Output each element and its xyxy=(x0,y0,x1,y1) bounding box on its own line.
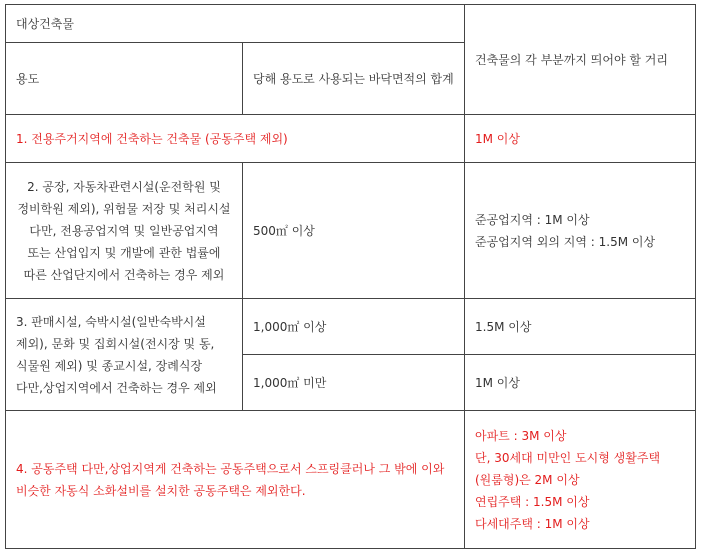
row-4-distance-line: 연립주택 : 1.5M 이상 xyxy=(475,494,590,509)
table-row xyxy=(6,163,696,299)
row-2-floor-area: 500㎡ 이상 xyxy=(243,163,465,299)
row-4-use: 4. 공동주택 다만,상업지역게 건축하는 공동주택으로서 스프링클러나 그 밖에 이와 비슷한 자동식 소화설비를 설치한 공동주택은 제외한다. xyxy=(6,411,465,549)
header-row-top xyxy=(6,5,696,43)
table-row xyxy=(6,115,696,163)
row-4-distance-line: 아파트 : 3M 이상 xyxy=(475,428,567,443)
setback-distance-table xyxy=(5,4,696,549)
row-2-use: 2. 공장, 자동차관련시설(운전학원 및 정비학원 제외), 위험물 저장 및 처리시설 다만, 전용공업지역 및 일반공업지역 또는 산업입지 및 개발에 관한 법률에 따른 산업단지에서 건축하는 경우 제외 xyxy=(6,163,243,299)
row-3a-floor-area: 1,000㎡ 이상 xyxy=(243,299,465,355)
row-4-distance-line: 단, 30세대 미만인 도시형 생활주택(원룸형)은 2M 이상 xyxy=(475,450,661,487)
header-distance: 건축물의 각 부분까지 띄어야 할 거리 xyxy=(465,5,696,115)
table-row xyxy=(6,411,696,549)
row-4-distance xyxy=(465,411,696,549)
row-4-distance-line: 다세대주택 : 1M 이상 xyxy=(475,516,590,531)
row-3b-distance: 1M 이상 xyxy=(465,355,696,411)
row-1-use: 1. 전용주거지역에 건축하는 건축물 (공동주택 제외) xyxy=(6,115,465,163)
row-2-distance-line: 준공업지역 외의 지역 : 1.5M 이상 xyxy=(475,234,656,249)
row-2-distance-line: 준공업지역 : 1M 이상 xyxy=(475,212,590,227)
row-3-use: 3. 판매시설, 숙박시설(일반숙박시설 제외), 문화 및 집회시설(전시장 및 동,식물원 제외) 및 종교시설, 장례식장 다만,상업지역에서 건축하는 경우 제외 xyxy=(6,299,243,411)
row-3b-floor-area: 1,000㎡ 미만 xyxy=(243,355,465,411)
table-row xyxy=(6,299,696,355)
header-target-building: 대상건축물 xyxy=(6,5,465,43)
row-3a-distance: 1.5M 이상 xyxy=(465,299,696,355)
header-use: 용도 xyxy=(6,43,243,115)
row-1-distance: 1M 이상 xyxy=(465,115,696,163)
header-floor-area: 당해 용도로 사용되는 바닥면적의 합계 xyxy=(243,43,465,115)
row-2-distance xyxy=(465,163,696,299)
